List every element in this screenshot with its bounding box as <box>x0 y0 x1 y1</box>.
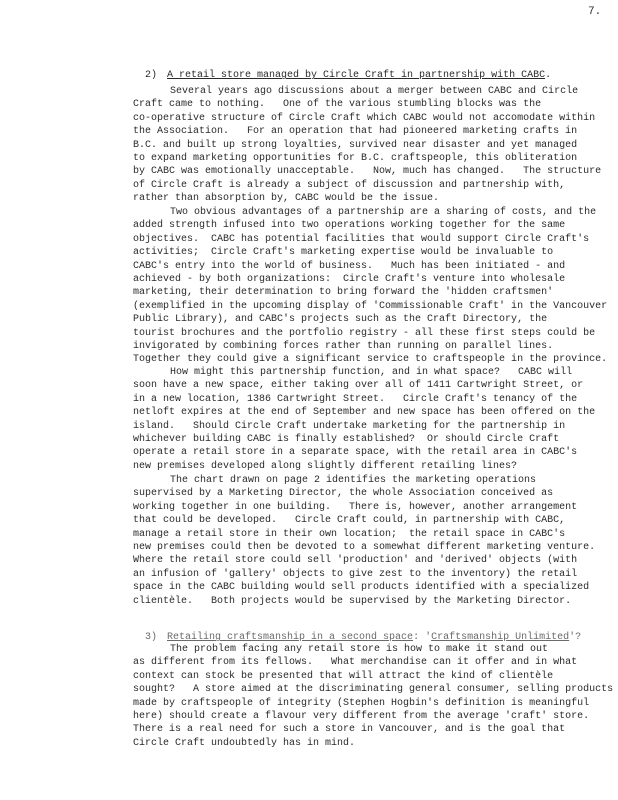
text-line: new premises could then be devoted to a somewhat different marketing venture. <box>133 541 596 553</box>
text-line: here) should create a flavour very different from the average 'craft' store. <box>133 710 590 722</box>
title-punctuation: : ' <box>413 632 432 644</box>
text-line: to expand marketing opportunities for B.C. craftspeople, this obliteration <box>133 152 578 164</box>
text-line: rather than absorption by, CABC would be the issue. <box>133 193 440 205</box>
text-line: working together in one building. There is, however, another arrangement <box>133 501 578 513</box>
text-line: space in the CABC building would sell products identified with a specialized <box>133 582 590 594</box>
text-line: objectives. CABC has potential facilities that would support Circle Craft's <box>133 233 590 245</box>
text-line: tourist brochures and the portfolio registry - all these first steps could be <box>133 327 596 339</box>
page-number: 7. <box>588 6 602 18</box>
section-subtitle: Craftsmanship Unlimited <box>431 632 570 644</box>
section-number: 3) <box>145 632 158 644</box>
section-2-heading <box>133 56 618 83</box>
text-line: added strength infused into two operations working together for the same <box>133 220 566 232</box>
text-line: the Association. For an operation that had pioneered marketing crafts in <box>133 126 578 138</box>
text-line: How might this partnership function, and in what space? CABC will <box>170 367 573 378</box>
text-line: in a new location, 1386 Cartwright Street. Circle Craft's tenancy of the <box>133 393 578 405</box>
text-line: whichever building CABC is finally established? Or should Circle Craft <box>133 433 560 445</box>
text-line: island. Should Circle Craft undertake marketing for the partnership in <box>133 420 566 432</box>
text-line: activities; Circle Craft's marketing expertise would be invaluable to <box>133 247 554 259</box>
paragraph-3 <box>133 366 618 473</box>
text-line: made by craftspeople of integrity (Stephen Hogbin's definition is meaningful <box>133 697 590 709</box>
text-line: CABC's entry into the world of business. Much has been initiated - and <box>133 260 566 272</box>
text-line: co-operative structure of Circle Craft which CABC would not accomodate within <box>133 112 596 124</box>
paragraph-4 <box>133 474 618 608</box>
paragraph-2 <box>133 206 618 367</box>
text-line: Craft came to nothing. One of the various stumbling blocks was the <box>133 99 542 111</box>
text-line: achieved - by both organizations: Circle Craft's venture into wholesale <box>133 273 566 285</box>
text-line: marketing, their determination to bring forward the 'hidden craftsmen' <box>133 287 554 299</box>
text-line: that could be developed. Circle Craft could, in partnership with CABC, <box>133 515 566 527</box>
text-line: Public Library), and CABC's projects such as the Craft Directory, the <box>133 314 548 326</box>
text-line: Circle Craft undoubtedly has in mind. <box>133 737 356 749</box>
text-line: The problem facing any retail store is how to make it stand out <box>170 644 549 655</box>
text-line: of Circle Craft is already a subject of discussion and partnership with, <box>133 179 566 191</box>
section-title: A retail store managed by Circle Craft in partnership with CABC <box>167 70 546 82</box>
text-line: operate a retail store in a separate space, with the retail area in CABC's <box>133 447 578 459</box>
paragraph-1 <box>133 85 618 206</box>
text-line: by CABC was emotionally unacceptable. Now, much has changed. The structure <box>133 166 602 178</box>
text-line: soon have a new space, either taking over all of 1411 Cartwright Street, or <box>133 380 584 392</box>
text-line: Where the retail store could sell 'production' and 'derived' objects (with <box>133 555 578 567</box>
paragraph-5 <box>133 643 618 750</box>
text-line: supervised by a Marketing Director, the whole Association conceived as <box>133 488 554 500</box>
title-punctuation: . <box>545 70 552 82</box>
text-line: B.C. and built up strong loyalties, survived near disaster and yet managed <box>133 139 578 151</box>
text-line: Several years ago discussions about a merger between CABC and Circle <box>170 86 579 97</box>
text-line: Together they could give a significant service to craftspeople in the province. <box>133 354 608 366</box>
section-number: 2) <box>145 70 158 82</box>
text-line: sought? A store aimed at the discriminating general consumer, selling products <box>133 684 614 696</box>
text-line: netloft expires at the end of September and new space has been offered on the <box>133 407 596 419</box>
text-line: context can stock be presented that will attract the kind of clientèle <box>133 670 554 682</box>
text-line: clientèle. Both projects would be supervised by the Marketing Director. <box>133 595 572 607</box>
text-line: new premises developed along slightly different retailing lines? <box>133 460 518 472</box>
title-punctuation: '? <box>569 632 582 644</box>
text-line: The chart drawn on page 2 identifies the marketing operations <box>170 475 537 486</box>
text-line: (exemplified in the upcoming display of 'Commissionable Craft' in the Vancouver <box>133 300 608 312</box>
text-line: invigorated by combining forces rather than running on parallel lines. <box>133 340 554 352</box>
text-line: There is a real need for such a store in Vancouver, and is the goal that <box>133 724 566 736</box>
section-title: Retailing craftsmanship in a second space <box>167 632 414 644</box>
text-line: Two obvious advantages of a partnership are a sharing of costs, and the <box>170 207 597 218</box>
text-line: as different from its fellows. What merchandise can it offer and in what <box>133 657 578 669</box>
section-3-heading <box>133 618 618 645</box>
text-line: manage a retail store in their own location; the retail space in CABC's <box>133 528 566 540</box>
text-line: an infusion of 'gallery' objects to give zest to the inventory) the retail <box>133 568 578 580</box>
